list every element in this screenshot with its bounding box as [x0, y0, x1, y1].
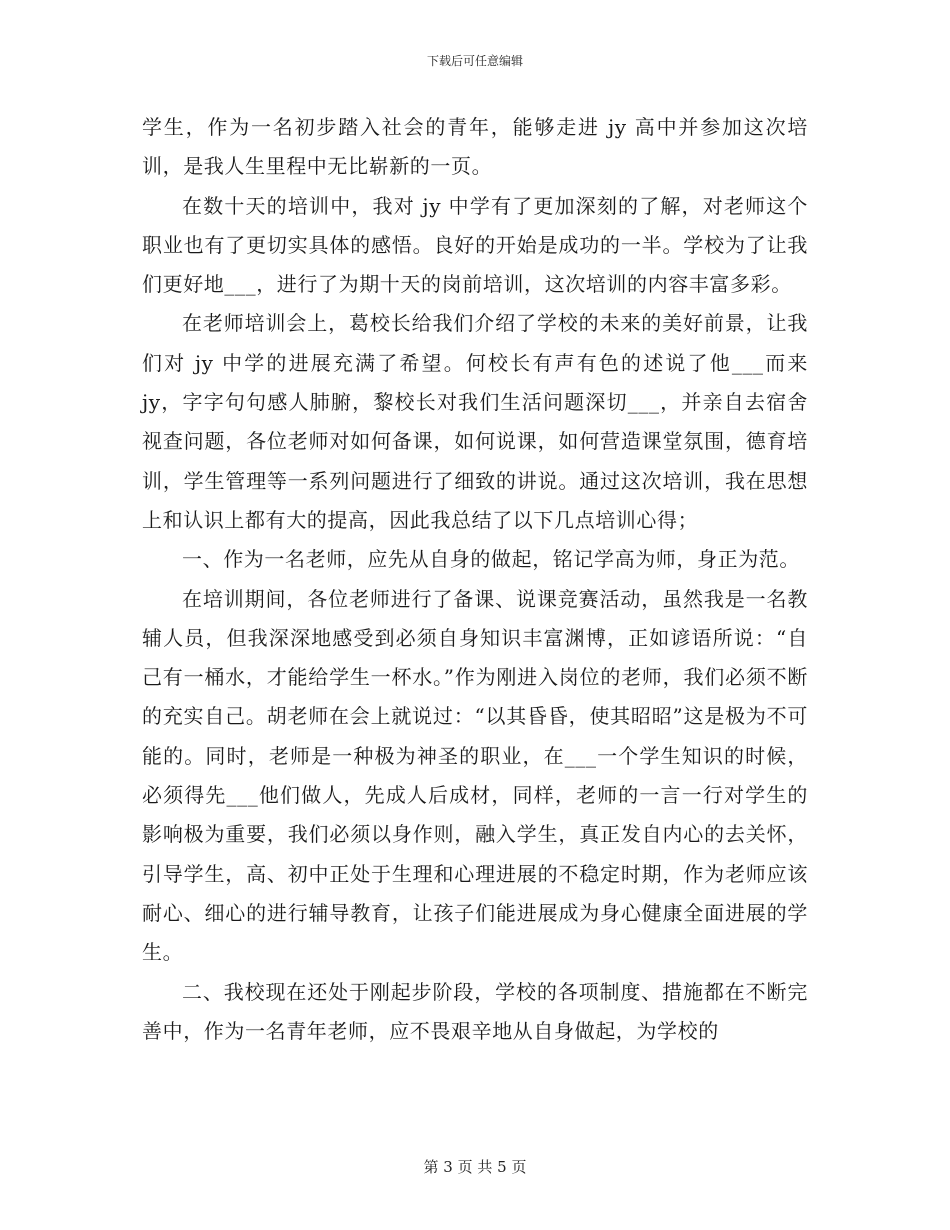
paragraph: 在数十天的培训中，我对 jy 中学有了更加深刻的了解，对老师这个职业也有了更切实具体的感悟。良好的开始是成功的一半。学校为了让我们更好地___，进行了为期十天的岗前培训，这次培训的内容丰富多彩。 [142, 193, 808, 297]
document-body [142, 108, 808, 1051]
paragraph-continued: 学生，作为一名初步踏入社会的青年，能够走进 jy 高中并参加这次培训，是我人生里程中无比崭新的一页。 [142, 115, 808, 179]
page-header-note: 下载后可任意编辑 [426, 54, 523, 68]
paragraph: 在老师培训会上，葛校长给我们介绍了学校的未来的美好前景，让我们对 jy 中学的进展充满了希望。何校长有声有色的述说了他___而来 jy，字字句句感人肺腑，黎校长对我们生活问题深切___，并亲自去宿舍视查问题，各位老师对如何备课，如何说课，如何营造课堂氛围，德育培训，学生管理等一系列问题进行了细致的讲说。通过这次培训，我在思想上和认识上都有大的提高，因此我总结了以下几点培训心得； [142, 311, 808, 532]
page-number-footer: 第 3 页 共 5 页 [423, 1158, 527, 1176]
section-heading-one: 一、作为一名老师，应先从自身的做起，铭记学高为师，身正为范。 [182, 547, 800, 572]
paragraph: 在培训期间，各位老师进行了备课、说课竞赛活动，虽然我是一名教辅人员，但我深深地感受到必须自身知识丰富渊博，正如谚语所说：“自己有一桶水，才能给学生一杯水。”作为刚进入岗位的老师，我们必须不断的充实自己。胡老师在会上就说过：“以其昏昏，使其昭昭”这是极为不可能的。同时，老师是一种极为神圣的职业，在___一个学生知识的时候，必须得先___他们做人，先成人后成材，同样，老师的一言一行对学生的影响极为重要，我们必须以身作则，融入学生，真正发自内心的去关怀，引导学生，高、初中正处于生理和心理进展的不稳定时期，作为老师应该耐心、细心的进行辅导教育，让孩子们能进展成为身心健康全面进展的学生。 [142, 586, 808, 965]
section-heading-two: 二、我校现在还处于刚起步阶段，学校的各项制度、措施都在不断完善中，作为一名青年老师，应不畏艰辛地从自身做起，为学校的 [142, 979, 808, 1043]
